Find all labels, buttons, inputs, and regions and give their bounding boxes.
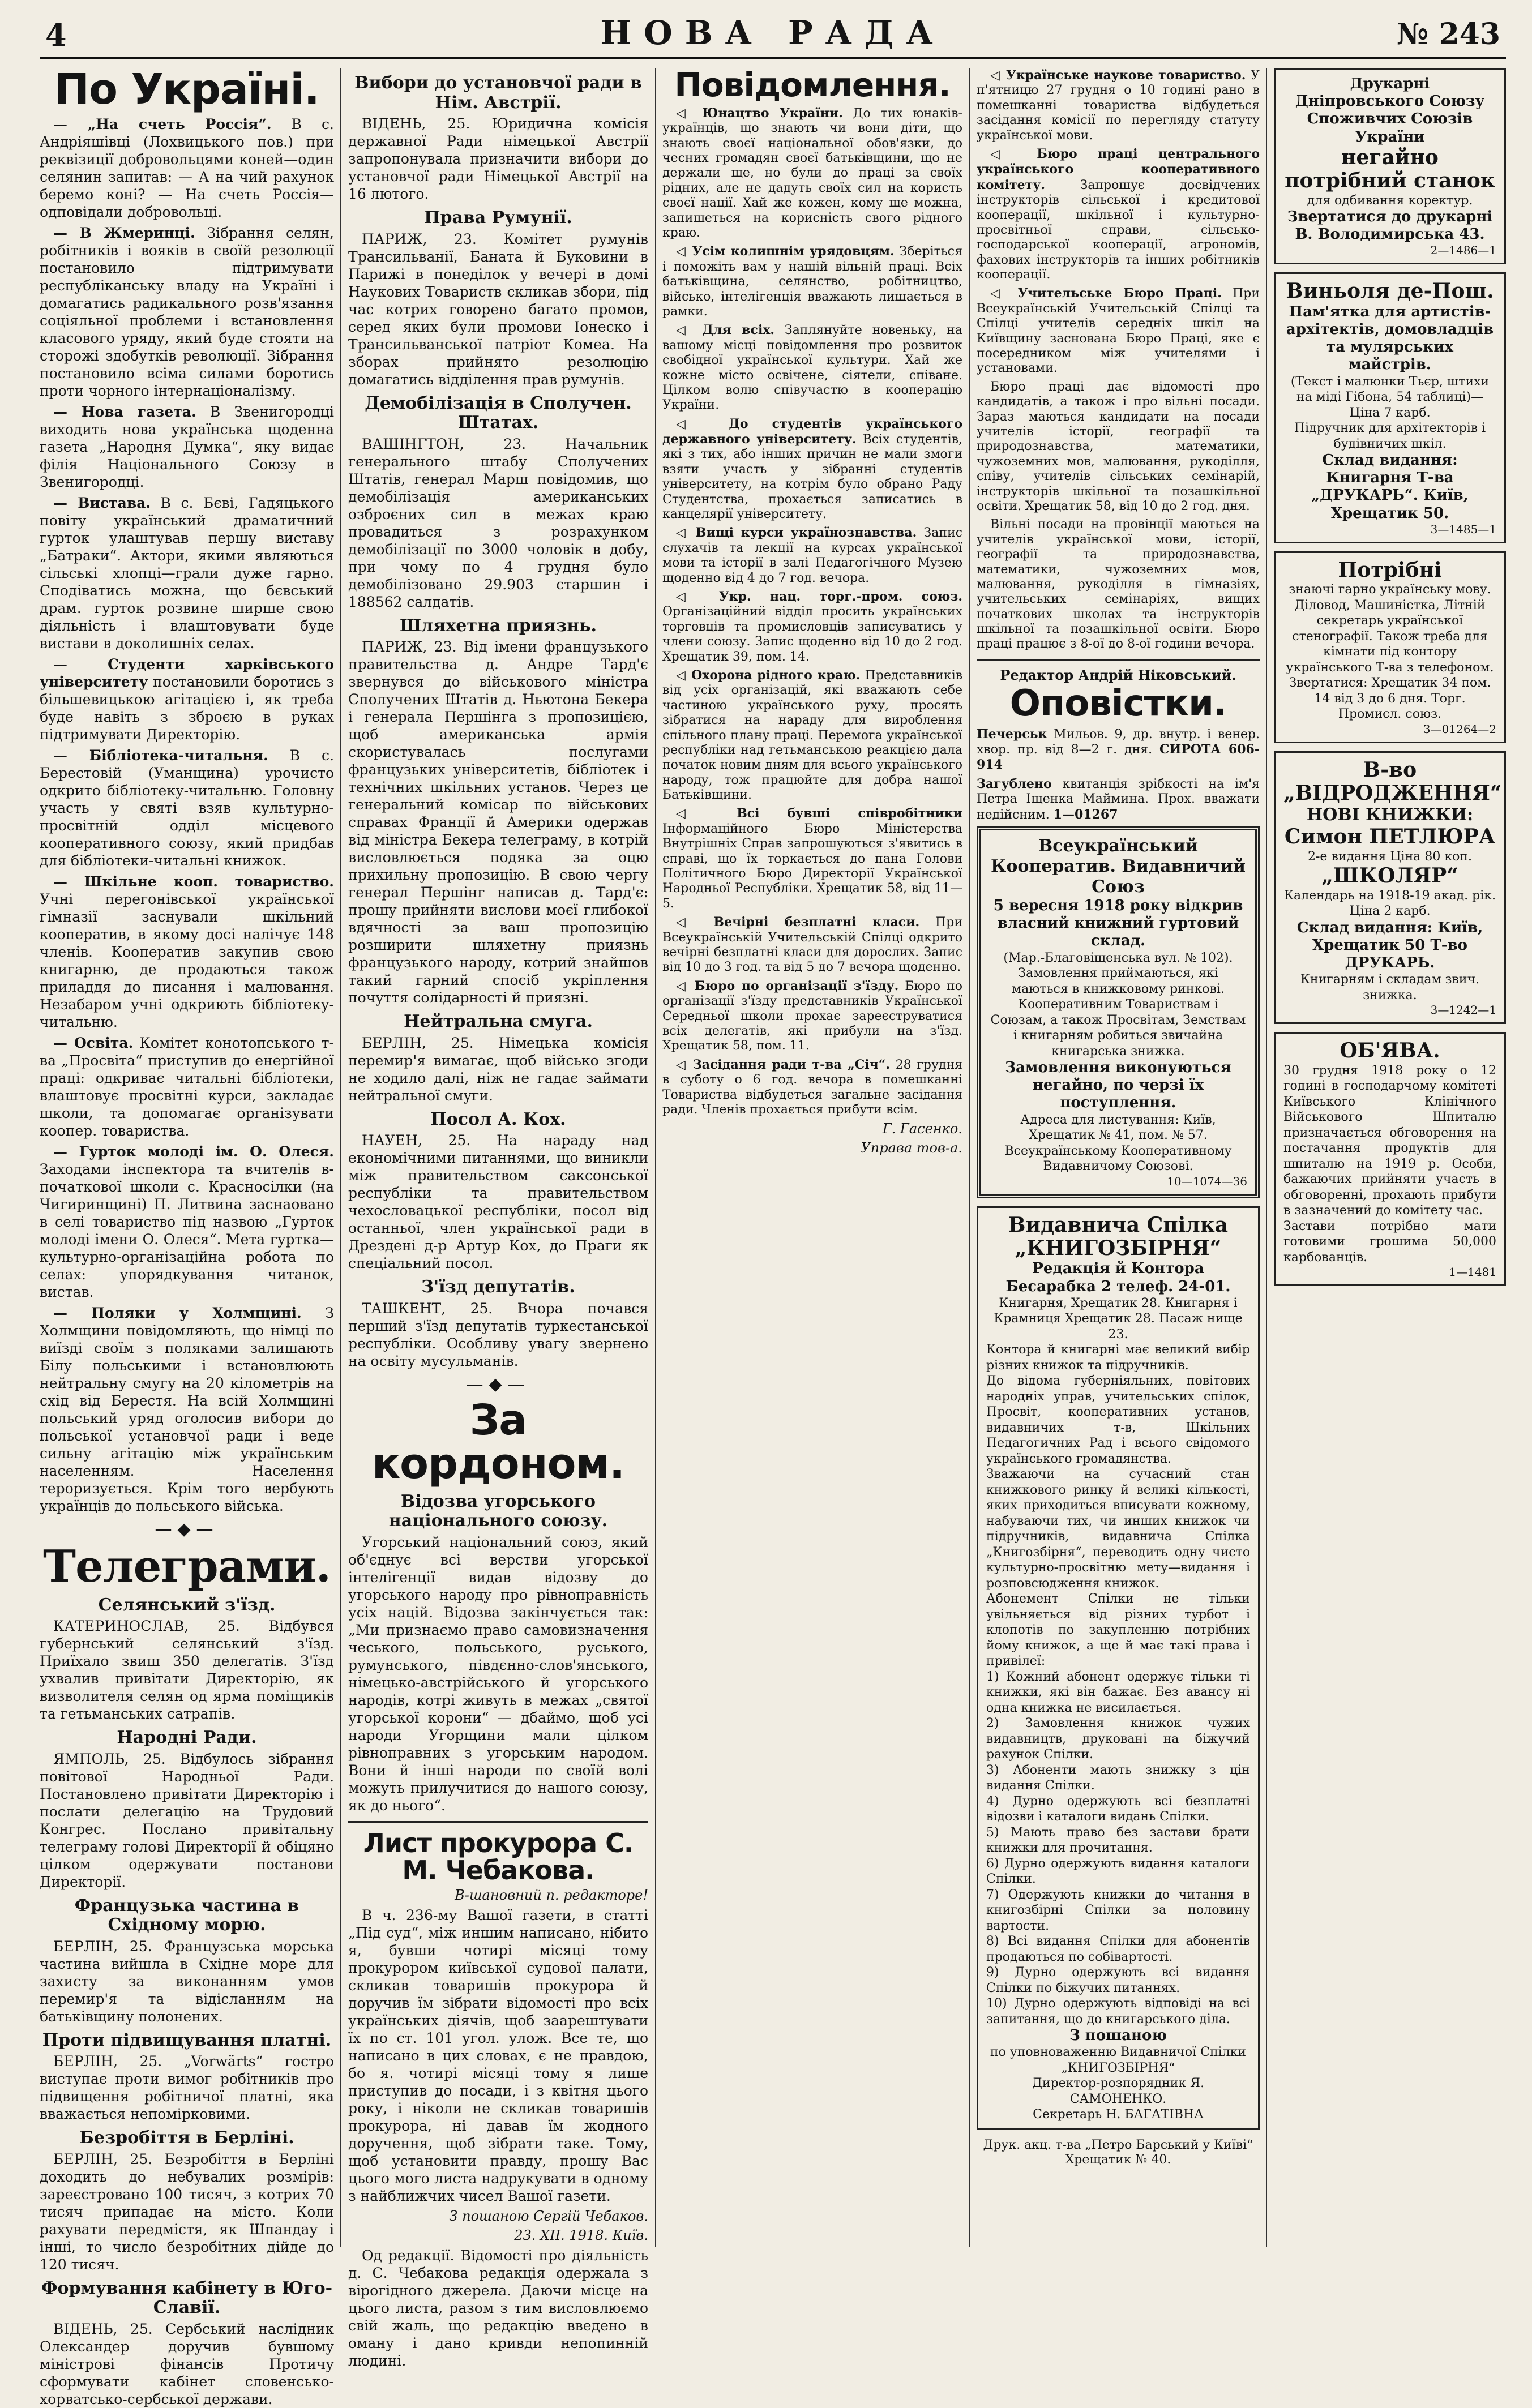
editorial-note: Од редакції. Відомості про діяльність д. С. Чебакова редакція одержала з вірогідного джерела. Даючи місце на цього листа, разом з тим висловлюємо свій жаль, що редакцію введено в оману і дано кривди непопинній людині. bbox=[348, 2247, 648, 2370]
news-paragraph bbox=[348, 230, 648, 388]
paragraph-text: В с. Берестовій (Уманщина) урочисто одкрито бібліотеку-читальню. Головну участь у святі взяв культурно-просвітній одділ місцевого кооперативного союзу, який придбав для бібліотеки-читальні книжок. bbox=[40, 747, 334, 869]
paragraph-text: Учні перегонівської української гімназії заснували шкільний кооператив, в якому досі налічує 148 членів. Кооператив закупив свою книгарню, де продаються також приладдя до писання і малювання. Незабаром учні одкриють бібліотеку-читальню. bbox=[40, 890, 334, 1030]
ad-reference-number: 1—1481 bbox=[1449, 1265, 1496, 1279]
coop-union-note: Замовлення виконуються негайно, по черзі їх поступлення. bbox=[1005, 1059, 1231, 1112]
news-paragraph bbox=[977, 727, 1260, 773]
classified-extra: 1—01267 bbox=[1053, 807, 1118, 822]
column-1 bbox=[40, 65, 335, 2407]
paragraph-lead: — Вистава. bbox=[53, 494, 151, 511]
calendar-title: „ШКОЛЯР“ bbox=[1321, 864, 1458, 888]
abroad-news-list bbox=[348, 1492, 648, 1814]
news-paragraph bbox=[348, 1034, 648, 1104]
paragraph-text: При Всеукраїнській Учительській Спілці та Спілці учителів середніх шкіл на Київщину заснована Бюро Праці, яке є посередником між учителями і установами. bbox=[977, 286, 1260, 376]
coop-union-title: Всеукраїнський Кооператив. Видавничий Союз bbox=[991, 835, 1246, 897]
knyhozbirnia-term: 3) Абоненти мають знижку з цін видання Спілки. bbox=[986, 1763, 1250, 1793]
paragraph-lead: — Бібліотека-читальня. bbox=[53, 747, 268, 764]
paragraph-lead: ◁ Усім колишнім урядовцям. bbox=[676, 244, 895, 259]
news-paragraph bbox=[40, 655, 334, 743]
news-paragraph bbox=[40, 494, 334, 652]
page-header bbox=[40, 11, 1506, 59]
knyhozbirnia-term: 2) Замовлення книжок чужих видавництв, друковані на біжучий рахунок Спілки. bbox=[986, 1716, 1250, 1762]
news-paragraph bbox=[40, 115, 334, 221]
knyhozbirnia-term: 5) Мають право без застави брати книжки для прочитання. bbox=[986, 1825, 1250, 1856]
knyhozbirnia-term: Контора й книгарні має великий вибір різних книжок та підручників. bbox=[986, 1343, 1250, 1373]
news-paragraph bbox=[40, 873, 334, 1031]
paragraph-text: ПАРИЖ, 23. Від імени французького правительства д. Андре Тард'є звернувся до військового міністра Сполучених Штатів д. Ньютона Бекера і генерала Першінга з пропозицією, щоб американська армія скористувалась послугами французьких університетів, бібліотек і технічних шкільних установ. Через це генеральний комісар по військових справах Франції й Америки одержав від міністра Бекера телеграму, в котрій висловлюється подяка за оцю прихильну пропозицію. В свою чергу генерал Першінг написав д. Тард'є: прошу прийняти вислови моєї глибокої вдячності за ваш пропозицію розширити шляхетну приязнь французького народу, котрий знайшов такий гарний спосіб укріплення почуття солідарності й приязні. bbox=[348, 639, 648, 1006]
paragraph-text: Бюро праці дає відомості про кандидатів, а також і про вільні посади. Зараз маються кандидати на посади учителів історії, географії та природознавства, математики, чужоземних мов, малювання, рукоділля, співу, учителів сільських семінарій, інструкторів шкільної та позашкільної освіти. Хрещатик 58, від 10 до 2 год. дня. bbox=[977, 379, 1260, 513]
paragraph-text: БЕРЛІН, 25. Німецька комісія перемир'я вимагає, щоб військо згоди не ходило далі, ніж не гадає займати нейтральної смуги. bbox=[348, 1034, 648, 1104]
paragraph-lead: ◁ Бюро праці центрального українського кооперативного комітету. bbox=[977, 146, 1260, 192]
paragraph-text: Всіх студентів, які з тих, або інших причин не мали змоги взяти участь у зібранні студентів університету, на котрім було обрано Раду Студентства, прохається записатись в канцелярії університету. bbox=[662, 432, 962, 522]
paragraph-text: В с. Бєві, Гадяцького повіту український драматичний гурток улаштував першу виставу „Батраки“. Актори, якими являються сільські хлопці—грали дуже гарно. Сподіватись можна, що бєвський драм. гурток розвине ширше свою діяльність і влаштовувати буде вистави в доколишніх селах. bbox=[40, 494, 335, 652]
letter-signature: З пошаною Сергій Чебаков. bbox=[449, 2208, 648, 2225]
paragraph-lead: ◁ Для всіх. bbox=[676, 323, 775, 338]
paragraph-text: Зібрання селян, робітників і вояків в своїй резолюції постановило підтримувати республіканську владу на Україні і домагатись радикального розв'язання соціяльної проблеми і встановлення класового уряду, який буде стояти на сторожі здобутків революції. Зібрання постановило всіма силами боротись проти чорного інтернаціоналізму. bbox=[40, 224, 334, 399]
announcements-list-continued bbox=[977, 68, 1260, 652]
printing-press-contact: Звертатися до друкарні В. Володимирська 43. bbox=[1287, 208, 1493, 243]
article-subheading: Посол А. Кох. bbox=[430, 1109, 566, 1129]
paragraph-text: БЕРЛІН, 25. Безробіття в Берліні доходить до небувалих розмірів: зареєстровано 100 тисяч, з котрих 70 тисяч припадає на місто. Коли рахувати передмістя, як Шпандау і інші, то число безробітних дійде до 120 тисяч. bbox=[40, 2150, 334, 2273]
paragraph-lead: ◁ До студентів українського державного університету. bbox=[662, 416, 962, 447]
article-subheading: З'їзд депутатів. bbox=[421, 1277, 575, 1297]
section-headline-telegrams: Телеграми. bbox=[43, 1540, 331, 1592]
paragraph-text: Запис слухачів та лекції на курсах української мови та історії в залі Педагогічного Музею щоденно від 4 до 7 год. вечора. bbox=[662, 526, 962, 585]
paragraph-lead: — „На счеть Россія“. bbox=[53, 115, 272, 132]
paragraph-lead: Загублено bbox=[977, 776, 1052, 791]
news-paragraph bbox=[662, 668, 962, 803]
news-paragraph bbox=[40, 224, 334, 400]
knyhozbirnia-term: До відома губерніяльних, повітових народніх управ, учительських спілок, Просвіт, кооперативних установ, видавничих т-в, Шкільних Педагогичних Рад і всього свідомого українського громадянства. bbox=[986, 1374, 1250, 1466]
vidrodzhennia-books-ad bbox=[1274, 751, 1506, 1025]
column-5 bbox=[1274, 68, 1506, 2253]
news-paragraph bbox=[662, 915, 962, 975]
letter-date: 23. XII. 1918. Київ. bbox=[514, 2227, 648, 2244]
paragraph-lead: — Шкільне кооп. товариство. bbox=[53, 873, 334, 890]
paragraph-lead: ◁ Учительське Бюро Праці. bbox=[990, 286, 1222, 301]
paragraph-text: Вільні посади на провінції маються на учителів української мови, історії, географії та природознавства, математики, чужоземних мов, малювання, рукоділля в гімназіях, учительських семінаріях, вищих початкових школах та інструкторів шкільної та позашкільної освіти. Бюро праці працює з 8-ої до 8-ої години вечора. bbox=[977, 517, 1260, 652]
paragraph-text: Бюро по організації з'їзду представників Української Середньої школи прохає зареєструватися всіх делегатів, які прибули на з'їзд. Хрещатик 58, пом. 11. bbox=[662, 979, 962, 1053]
vignola-title: Виньоля де-Пош. bbox=[1286, 279, 1494, 303]
news-paragraph bbox=[40, 1750, 334, 1891]
paragraph-text: ВАШІНГТОН, 23. Начальник генерального штабу Сполучених Штатів, генерал Марш повідомив, що демобілізація американських озброєних сил в межах краю провадиться з розрахунком демобілізації по 3000 чоловік в добу, при чому по 4 грудня було демобілізовано 29.903 старшин і 188562 салдатів. bbox=[348, 435, 648, 610]
paragraph-lead: — Студенти харківського університету bbox=[40, 655, 334, 690]
paragraph-text: ПАРИЖ, 23. Комітет румунів Трансильванії, Баната й Буковини в Парижі в понеділок у вечері в домі Наукових Товариств скликав збори, під час котрих говорено багато промов, серед яких були промови Іонеско і Трансильванської патріот Комеа. На зборах прийнято резолюцію домагатись відділення прав румунів. bbox=[348, 230, 648, 388]
column-rule bbox=[655, 68, 656, 2247]
divider bbox=[977, 659, 1260, 661]
ad-reference-number: 3—1242—1 bbox=[1430, 1003, 1496, 1017]
paragraph-lead: — Гурток молоді ім. О. Олеся. bbox=[53, 1143, 334, 1160]
paragraph-text: ЯМПОЛЬ, 25. Відбулось зібрання повітової Народньої Ради. Постановлено привітати Директорію і послати делегацію на Трудовий Конгрес. Послано привітальну телеграму голові Директорії й обіцяно цілком одержувати постанови Директорії. bbox=[40, 1750, 334, 1890]
paragraph-lead: — В Жмеринці. bbox=[53, 224, 195, 241]
news-paragraph bbox=[40, 1617, 334, 1723]
paragraph-lead: ◁ Засідання ради т-ва „Січ“. bbox=[676, 1057, 891, 1072]
paragraph-text: До тих юнаків-українців, що знають чи вони діти, що знають своєї національної обов'язки, до чесних громадян своєї батьківщини, що не держали ще, но були до праці за своїх рідних, але не дадуть своїх сил на користь своєї нації. Хай же кожен, кому ще можна, запишеться на корисність свого рідного краю. bbox=[662, 106, 962, 241]
knyhozbirnia-term: 8) Всі видання Спілки для абонентів продаються по собівартості. bbox=[986, 1934, 1250, 1964]
knyhozbirnia-term: 4) Дурно одержують всі безплатні відозви і каталоги видань Спілки. bbox=[986, 1794, 1250, 1824]
new-books-label: НОВІ КНИЖКИ: bbox=[1306, 805, 1474, 825]
announcements-list bbox=[662, 106, 962, 1117]
knyhozbirnia-term: 7) Одержують книжки до читання в книгозбірні Спілки за половину вартости. bbox=[986, 1887, 1250, 1933]
news-paragraph bbox=[977, 777, 1260, 822]
knyhozbirnia-term: 9) Дурно одержують всі видання Спілки по біжучих питаннях. bbox=[986, 1965, 1250, 1995]
news-paragraph bbox=[662, 525, 962, 586]
column-rule bbox=[1266, 68, 1267, 2247]
article-subheading: Селянський з'їзд. bbox=[98, 1595, 276, 1615]
knyhozbirnia-secretary: Секретарь Н. БАГАТІВНА bbox=[1033, 2107, 1204, 2122]
paragraph-text: БЕРЛІН, 25. „Vorwärts“ гостро виступає проти вимог робітників про підвищення робітничої платні, яка вважається непомірковими. bbox=[40, 2053, 334, 2123]
printing-press-ad bbox=[1274, 68, 1506, 264]
section-headline-announcements: Повідомлення. bbox=[674, 66, 951, 104]
paragraph-text: постановили боротись з більшевицькою агітацією і, як треба буде навіть з зброєю в руках підтримувати Директорію. bbox=[40, 673, 334, 743]
editor-line: Редактор Андрій Ніковський. bbox=[1000, 666, 1236, 683]
paragraph-text: Інформаційного Бюро Міністерства Внутрішніх Справ запрошуються з'явитись в справі, що їх торкається до пана Голови Політичного Бюро Директорії Української Народньої Республіки. Хрещатик 58, від 11—5. bbox=[662, 821, 962, 911]
news-paragraph bbox=[40, 403, 334, 491]
classified-ads-list bbox=[977, 727, 1260, 822]
news-paragraph bbox=[348, 435, 648, 611]
knyhozbirnia-sign-line: по уповноваженню Видавничої Спілки „КНИГОЗБІРНЯ“ bbox=[990, 2045, 1247, 2075]
news-paragraph bbox=[348, 1132, 648, 1272]
news-paragraph bbox=[348, 1533, 648, 1814]
paragraph-lead: — Освіта. bbox=[53, 1034, 134, 1051]
section-headline-ukraine: По Україні. bbox=[54, 65, 319, 114]
news-paragraph bbox=[348, 638, 648, 1006]
column-3 bbox=[662, 68, 962, 2253]
column-rule bbox=[969, 68, 970, 2247]
news-paragraph bbox=[977, 147, 1260, 283]
ad-reference-number: 3—01264—2 bbox=[1423, 722, 1496, 736]
paragraph-text: Мильов. 9, др. внутр. і венер. хвор. пр. від 8—2 г. дня. bbox=[977, 727, 1260, 757]
paragraph-lead: ◁ Укр. нац. торг.-пром. союз. bbox=[676, 589, 962, 604]
column-4 bbox=[977, 68, 1260, 2253]
letter-greeting: В-шановний п. редакторе! bbox=[455, 1887, 648, 1904]
article-subheading: Формування кабінету в Юго-Славії. bbox=[41, 2278, 333, 2318]
paragraph-text: ВІДЕНЬ, 25. Сербський наслідник Олександер доручив бувшому міністрові фінансів Протичу сформувати кабінет словенсько-хорватсько-сербської держави. bbox=[40, 2320, 334, 2407]
news-paragraph bbox=[662, 806, 962, 911]
wanted-staff-ad bbox=[1274, 551, 1506, 743]
news-paragraph bbox=[40, 1143, 334, 1301]
paragraph-lead: ◁ Вищі курси українознавства. bbox=[676, 525, 917, 541]
paragraph-text: ТАШКЕНТ, 25. Вчора почався перший з'їзд депутатів туркестанської республіки. Особливу увагу звернено на освіту мусульманів. bbox=[348, 1300, 648, 1369]
announcement-signature: Г. Гасенко. bbox=[882, 1121, 962, 1137]
coop-union-text: Замовлення приймаються, які маються в книжковому ринкові. Кооперативним Товариствам і Союзам, а також Просвітам, Земствам і книгарням робиться звичайна книгарська знижка. bbox=[990, 966, 1246, 1059]
paragraph-lead: ◁ Охорона рідного краю. bbox=[676, 667, 861, 683]
article-subheading: Шляхетна приязнь. bbox=[399, 615, 597, 636]
news-paragraph bbox=[40, 2053, 334, 2123]
knyhozbirnia-director: Директор-розпорядник Я. САМОНЕНКО. bbox=[1032, 2076, 1204, 2106]
knyhozbirnia-term: Зважаючи на сучасний стан книжкового ринку й великі кількості, яких приходиться вписувати кожному, набуваючи тих, чи инших книжок чи підручників, видавнича Спілка „Книгозбірня“, переводить одну чисто культурно-просвітню мету—видання і розповсюдження книжок. bbox=[986, 1467, 1250, 1591]
paragraph-lead: ◁ Всі бувші співробітники bbox=[676, 806, 962, 821]
news-paragraph bbox=[977, 517, 1260, 652]
calendar-details: Календарь на 1918-19 акад. рік. Ціна 2 карб. bbox=[1283, 888, 1496, 919]
news-paragraph bbox=[662, 244, 962, 319]
printing-press-org: Друкарні Дніпровського Союзу Споживчих Союзів України bbox=[1295, 75, 1485, 145]
paragraph-lead: ◁ Українське наукове товариство. bbox=[990, 68, 1246, 83]
section-divider-ornament: —◆— bbox=[466, 1374, 530, 1394]
section-headline-abroad: За кордоном. bbox=[371, 1395, 625, 1489]
hospital-notice bbox=[1274, 1032, 1506, 1286]
article-subheading: Відозва угорського національного союзу. bbox=[388, 1491, 608, 1531]
telegrams-list bbox=[40, 1596, 334, 2408]
paragraph-text: З Холмщини повідомляють, що німці по виїзді своїм з поляками залишають Білу польськими і встановлюють нейтральну смугу на 20 кілометрів на схід від Берестя. На всій Холмщині польський уряд оголосив вибори до польської установчої ради і веде сильну агітацію між українським населенням. Населення тероризується. Крім того вербують українців до польського війська. bbox=[40, 1304, 334, 1514]
news-paragraph bbox=[40, 2320, 334, 2408]
vignola-book-ad bbox=[1274, 272, 1506, 543]
knyhozbirnia-term: Абонемент Спілки не тільки увільняється від різних турбот і клопотів по закупленню потрібних йому книжок, а ще й має такі права і привілеї: bbox=[986, 1592, 1250, 1669]
news-paragraph bbox=[40, 2150, 334, 2273]
column-2 bbox=[348, 68, 648, 2370]
printing-press-wanted: негайно потрібний станок bbox=[1285, 145, 1495, 193]
knyhozbirnia-office: Редакція й Контора Бесарабка 2 телеф. 24-01. bbox=[1005, 1260, 1231, 1295]
news-paragraph bbox=[662, 106, 962, 241]
paragraph-lead: ◁ Бюро по організації з'їзду. bbox=[676, 978, 899, 993]
paragraph-lead: — Нова газета. bbox=[53, 403, 196, 420]
paragraph-lead: ◁ Юнацтво України. bbox=[676, 105, 843, 121]
article-subheading: Нейтральна смуга. bbox=[404, 1012, 593, 1031]
paragraph-text: НАУЕН, 25. На нараду над економічними питаннями, що виникли між правительством саксонської республіки та правительством чехословацької республіки, посол від останньої, член української ради в Дрездені д-р Артур Кох, до Праги як спеціальний посол. bbox=[348, 1132, 648, 1271]
vignola-purpose: Підручник для архітекторів і будівничих шкіл. bbox=[1294, 421, 1486, 451]
news-paragraph bbox=[40, 1938, 334, 2025]
classified-extra: СИРОТА 606-914 bbox=[977, 742, 1260, 773]
news-paragraph bbox=[977, 286, 1260, 376]
knyhozbirnia-term: 10) Дурно одержують відповіді на всі запитання, що до книгарського діла. bbox=[986, 1996, 1250, 2026]
news-paragraph bbox=[662, 417, 962, 522]
newspaper-title: НОВА РАДА bbox=[600, 14, 945, 52]
news-paragraph bbox=[662, 323, 962, 413]
vignola-subtitle: Пам'ятка для артистів-архітектів, домовладців та мулярських майстрів. bbox=[1286, 303, 1494, 374]
article-subheading: Безробіття в Берліні. bbox=[79, 2128, 294, 2148]
paragraph-lead: — Поляки у Холмщині. bbox=[53, 1304, 302, 1321]
article-subheading: Демобілізація в Сполучен. Штатах. bbox=[365, 393, 632, 432]
knyhozbirnia-title: Видавнича Спілка „КНИГОЗБІРНЯ“ bbox=[1008, 1212, 1229, 1260]
article-subheading: Права Румунії. bbox=[424, 208, 572, 228]
paragraph-text: Зберіться і поможіть вам у нашій вільній праці. Всіх батьківщина, селянство, робітництво, військо, інтелігенція вважають лишається в рамки. bbox=[662, 245, 962, 319]
news-paragraph bbox=[40, 1034, 334, 1139]
paragraph-lead: ◁ Вечірні безплатні класи. bbox=[676, 915, 920, 930]
announcement-signature-board: Управа тов-а. bbox=[861, 1140, 962, 1156]
news-paragraph bbox=[662, 979, 962, 1054]
wanted-text: знаючі гарно українську мову. Діловод, Машиністка, Літній секретарь української стенографії. Також треба для кімнати під контору українського Т-ва з телефоном. Звертатися: Хрещатик 34 пом. 14 від 3 до 6 дня. Торг. Промисл. союз. bbox=[1286, 582, 1494, 722]
paragraph-text: В с. Андріяшівці (Лохвицького пов.) при реквізиції добровольцями коней—один селянин запитав: — А на чий рахунок беремо коні? — На счеть Россія—одповідали добровольці. bbox=[40, 115, 334, 220]
knyhozbirnia-sign: З пошаною bbox=[1069, 2027, 1167, 2045]
ukraine-news-list bbox=[40, 115, 334, 1515]
wanted-title: Потрібні bbox=[1338, 558, 1442, 582]
article-subheading: Французька частина в Східному морю. bbox=[74, 1895, 299, 1935]
article-subheading: Народні Ради. bbox=[117, 1728, 257, 1748]
column-rule bbox=[340, 68, 341, 2247]
foreign-news-list bbox=[348, 74, 648, 1370]
book-edition: 2-е видання Ціна 80 коп. bbox=[1308, 849, 1472, 864]
coop-union-ad bbox=[977, 826, 1260, 1198]
letter-text: В ч. 236-му Вашої газети, в статті „Під суд“, між иншим написано, нібито я, бувши чотирі місяці тому прокурором київської судової палати, скликав товаришів прокурора й доручив їм зібрати відомості про всіх українських діячів, щоб заарештувати їх по ст. 101 угол. улож. Все те, що написано в цих словах, є не правдою, бо я. чотирі місяці тому я лише приступив до посади, і з квітня цього року, і ніколи не скликав товаришів прокурора, ні давав їм жодного доручення, щоб зібрати таке. Тому, щоб установити правду, прошу Вас цього мого листа надрукувати в одному з найближчих чисел Вашої газети. bbox=[348, 1907, 648, 2205]
divider bbox=[348, 1821, 648, 1823]
article-subheading: Проти підвищування платні. bbox=[42, 2030, 332, 2050]
coop-union-line: 5 вересня 1918 року відкрив власний книжний гуртовий склад. bbox=[993, 897, 1243, 950]
book-discount: Книгарням і складам звич. знижка. bbox=[1300, 972, 1480, 1002]
paragraph-text: В Звенигородці виходить нова українська щоденна газета „Народня Думка“, яку видає філія Національного Союзу в Звенигородці. bbox=[40, 403, 335, 490]
paragraph-text: Запрошує досвідчених інструкторів сільської і кредитової кооперації, шкільної і культурно-просвітньої справи, сільсько-господарської кооперації, агрономів, фахових інструкторів та інших робітників кооперації. bbox=[977, 178, 1260, 282]
paragraph-text: Організаційний відділ просить українських торговців та промисловців записуватись у члени союзу. Запис щоденно від 10 до 2 год. Хрещатик 39, пом. 14. bbox=[662, 605, 962, 664]
paragraph-text: Угорський національний союз, який об'єднує всі верстви угорської інтелігенції видав відозву до угорського народу про рівноправність усіх націй. Відозва закінчується так: „Ми признаємо право самовизначення чеського, польського, руського, румунського, півдєнно-слов'янського, німецько-австрійського й угорського народів, котрі живуть в межах „святої угорської корони“ — дбаймо, щоб усі народи Угорщини мали цілком рівноправних з угорським народом. Вони й інші народи по своїй волі можуть прилучитися до нашого союзу, як до нього“. bbox=[348, 1533, 648, 1814]
coop-union-contact: Адреса для листування: Київ, Хрещатик № 41, пом. № 57. Всеукраїнському Кооперативному Видавничому Союзові. bbox=[1004, 1112, 1232, 1174]
notice-text: 30 грудня 1918 року о 12 годині в господарчому комітеті Київського Клінічного Військового Шпиталю призначається обговорення на постачання продуктів для шпиталю на 1919 р. Особи, бажаючих прийняти участь в обговоренні, прохають прибути в зазначений до комітету час. bbox=[1283, 1063, 1496, 1218]
knyhozbirnia-term: 6) Дурно одержують видання каталоги Спілки. bbox=[986, 1856, 1250, 1887]
letter-headline: Лист прокурора С. М. Чебакова. bbox=[363, 1827, 634, 1886]
notice-deposit: Застави потрібно мати готовими грошима 50,000 карбованців. bbox=[1283, 1219, 1496, 1265]
knyhozbirnia-terms bbox=[986, 1342, 1250, 2027]
page-number: 4 bbox=[45, 17, 67, 53]
printing-press-purpose: для одбивання коректур. bbox=[1307, 193, 1473, 208]
news-paragraph bbox=[40, 1304, 334, 1515]
knyhozbirnia-shops: Книгарня, Хрещатик 28. Книгарня і Крамниця Хрещатик 28. Пасаж нище 23. bbox=[994, 1296, 1243, 1342]
knyhozbirnia-ad bbox=[977, 1206, 1260, 2130]
notice-title: ОБ'ЯВА. bbox=[1340, 1039, 1440, 1063]
vignola-details: (Текст і малюнки Тьєр, штихи на міді Гібона, 54 таблиці)—Ціна 7 карб. bbox=[1290, 374, 1490, 420]
book-stock: Склад видання: Київ, Хрещатик 50 Т-во ДРУКАРЬ. bbox=[1296, 919, 1483, 972]
book-author: Симон ПЕТЛЮРА bbox=[1284, 825, 1496, 849]
paragraph-text: ВІДЕНЬ, 25. Юридична комісія державної Ради німецької Австрії запропонувала призначити вибори до установчої ради Німецької Австрії на 16 лютого. bbox=[348, 115, 648, 202]
paragraph-text: квитанція зрібкості на ім'я Петра Іщенка Маймина. Прох. вважати недійсним. bbox=[977, 777, 1260, 822]
coop-union-address: (Мар.-Благовіщенська вул. № 102). bbox=[1003, 950, 1233, 965]
printer-imprint: Друк. акц. т-ва „Петро Барський у Київі“ Хрещатик № 40. bbox=[983, 2137, 1253, 2167]
paragraph-text: У п'ятницю 27 грудня о 10 годині рано в помешканні товариства відбудеться засідання комісії по перегляду статуту української мови. bbox=[977, 68, 1260, 143]
paragraph-text: При Всеукраїнській Учительській Спілці одкрито вечірні безплатні класи для дорослих. Запис від 10 до 3 год. та від 5 до 7 вечора щоденно. bbox=[662, 915, 962, 975]
news-paragraph bbox=[977, 380, 1260, 515]
paragraph-text: Заходами інспектора та вчителів в-початкової школи с. Красносілки (на Чигиринщині) П. Литвина заснаовано в селі товариство під назвою „Гурток молоді імени О. Олеся“. Мета гуртка—культурно-організаційна робота по селах: упорядкування читанок, вистав. bbox=[40, 1160, 334, 1300]
news-paragraph bbox=[40, 747, 334, 869]
newspaper-page bbox=[40, 11, 1506, 2407]
issue-number: № 243 bbox=[1396, 17, 1500, 52]
ad-reference-number: 2—1486—1 bbox=[1430, 243, 1496, 258]
section-headline-ads: Оповістки. bbox=[1009, 683, 1227, 725]
paragraph-text: БЕРЛІН, 25. Французська морська частина вийшла в Східне море для захисту за виконанням умов перемир'я та відісланням на батьківщину полонених. bbox=[40, 1938, 334, 2025]
vignola-stock: Склад видання: Книгарня Т-ва „ДРУКАРЬ“. Київ, Хрещатик 50. bbox=[1311, 452, 1469, 522]
ad-reference-number: 3—1485—1 bbox=[1430, 522, 1496, 536]
paragraph-text: Комітет конотопського т-ва „Просвіта“ приступив до енергійної праці: одкриває читальні бібліотеки, влаштовує просвітні курси, закладає школи, та допомагає організувати коопер. товариства. bbox=[40, 1034, 335, 1139]
section-divider-ornament: —◆— bbox=[155, 1519, 219, 1539]
ad-reference-number: 10—1074—36 bbox=[1167, 1174, 1247, 1188]
publisher-name: В-во „ВІДРОДЖЕННЯ“ bbox=[1283, 757, 1502, 805]
news-paragraph bbox=[348, 115, 648, 203]
paragraph-text: Представників від усіх організацій, які вважають себе частиною українського руху, просять зібратися на нараду для вироблення спільного плану праці. Перемога української республіки над гетьманською реакцією дала початок новим дням для всього українського народу, тож працюйте для добра нашої Батьківщини. bbox=[662, 668, 962, 803]
article-subheading: Вибори до установчої ради в Нім. Австрії. bbox=[354, 73, 642, 113]
news-paragraph bbox=[977, 68, 1260, 143]
news-paragraph bbox=[662, 589, 962, 665]
paragraph-lead: Печерськ bbox=[977, 726, 1047, 742]
paragraph-text: Заплянуйте новеньку, на вашому місці повідомлення про розвиток свобідної української культури. Хай же кожне місто освічене, сіятели, співане. Цілком волю співучастю в кооперацію України. bbox=[662, 323, 962, 413]
news-paragraph bbox=[662, 1057, 962, 1118]
paragraph-text: 28 грудня в суботу о 6 год. вечора в помешканні Товариства відбудеться загальне засідання ради. Членів прохається прибути всім. bbox=[662, 1057, 962, 1117]
paragraph-text: КАТЕРИНОСЛАВ, 25. Відбувся губернський селянський з'їзд. Приїхало звиш 350 делегатів. З'їзд ухвалив привітати Директорію, як визволителя селян од ярма поміщиків та гетьманських сатрапів. bbox=[40, 1618, 334, 1723]
news-paragraph bbox=[348, 1300, 648, 1370]
knyhozbirnia-term: 1) Кожний абонент одержує тільки ті книжки, які він бажає. Без авансу ні одна книжка не висилається. bbox=[986, 1669, 1250, 1715]
